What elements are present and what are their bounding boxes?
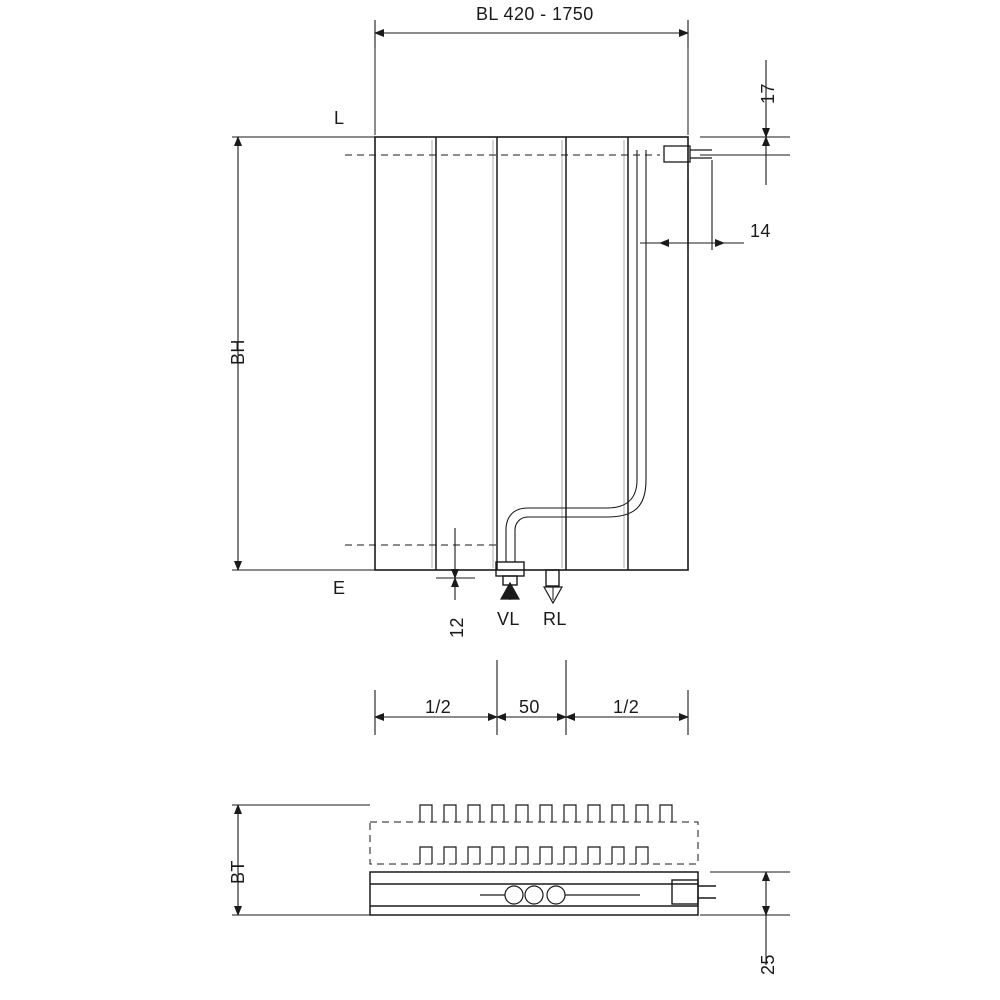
label-e-connection: E: [333, 578, 346, 598]
label-l-connection: L: [334, 108, 345, 128]
side-view-fins-bottom: [420, 847, 648, 864]
internal-pipework-hidden: [345, 155, 660, 545]
lower-pipe-run: [506, 508, 607, 562]
dimension-12: [436, 528, 475, 600]
dimension-17: [700, 60, 790, 185]
side-view-pipe-sections: [480, 886, 640, 904]
label-center-50: 50: [519, 697, 540, 717]
label-rl: RL: [543, 609, 567, 629]
label-offset-14: 14: [750, 221, 771, 241]
dimension-bh: [232, 137, 360, 570]
bottom-connectors: [496, 562, 559, 586]
side-view-fins-top: [420, 805, 672, 822]
label-bt-depth: BT: [228, 860, 248, 884]
label-offset-12: 12: [447, 617, 467, 638]
dimension-bt: [232, 805, 370, 915]
side-view-hidden-outline: [370, 822, 698, 864]
riser-pipe: [607, 150, 646, 517]
dimension-14: [640, 160, 744, 250]
label-half-right: 1/2: [613, 697, 640, 717]
label-base-offset-25: 25: [758, 954, 778, 975]
reference-lines-l-e: [360, 137, 375, 570]
label-bl-width: BL 420 - 1750: [476, 4, 594, 24]
side-view-body: [370, 872, 698, 915]
radiator-front-body: [375, 137, 688, 570]
label-half-left: 1/2: [425, 697, 452, 717]
label-vl: VL: [497, 609, 520, 629]
panel-shading: [432, 140, 624, 568]
panel-separators: [436, 137, 628, 570]
label-bh-height: BH: [228, 339, 248, 365]
label-offset-17: 17: [758, 83, 778, 104]
